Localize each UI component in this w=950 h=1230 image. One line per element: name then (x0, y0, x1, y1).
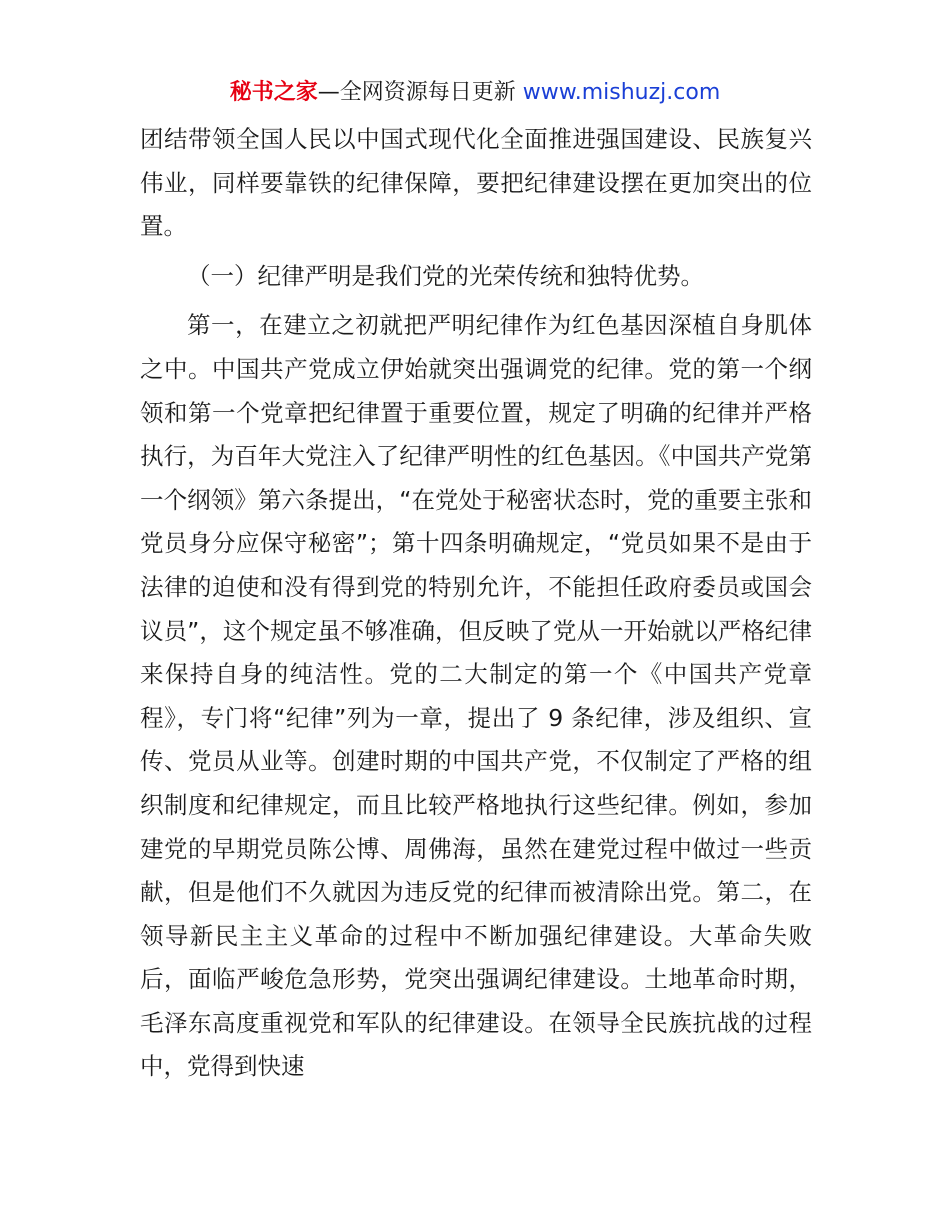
section-heading: （一）纪律严明是我们党的光荣传统和独特优势。 (187, 261, 704, 290)
document-body (140, 118, 812, 1089)
header-tagline: —全网资源每日更新 (317, 80, 523, 105)
paragraph-main: 第一，在建立之初就把严明纪律作为红色基因深植自身肌体之中。中国共产党成立伊始就突出强调党的纪律。党的第一个纲领和第一个党章把纪律置于重要位置，规定了明确的纪律并严格执行，为百年大党注入了纪律严明性的红色基因。《中国共产党第一个纲领》第六条提出，“在党处于秘密状态时，党的重要主张和党员身分应保守秘密”；第十四条明确规定，“党员如果不是由于法律的迫使和没有得到党的特别允许，不能担任政府委员或国会议员”，这个规定虽不够准确，但反映了党从一开始就以严格纪律来保持自身的纯洁性。党的二大制定的第一个《中国共产党章程》，专门将“纪律”列为一章，提出了 9 条纪律，涉及组织、宣传、党员从业等。创建时期的中国共产党，不仅制定了严格的组织制度和纪律规定，而且比较严格地执行这些纪律。例如，参加建党的早期党员陈公博、周佛海，虽然在建党过程中做过一些贡献，但是他们不久就因为违反党的纪律而被清除出党。第二，在领导新民主主义革命的过程中不断加强纪律建设。大革命失败后，面临严峻危急形势，党突出强调纪律建设。土地革命时期，毛泽东高度重视党和军队的纪律建设。在领导全民族抗战的过程中，党得到快速 (140, 311, 812, 1081)
paragraph-continuation: 团结带领全国人民以中国式现代化全面推进强国建设、民族复兴伟业，同样要靠铁的纪律保障，要把纪律建设摆在更加突出的位置。 (140, 125, 812, 241)
header-site-link[interactable]: www.mishuzj.com (522, 80, 721, 105)
page-header (0, 78, 950, 108)
header-brand: 秘书之家 (229, 80, 318, 105)
